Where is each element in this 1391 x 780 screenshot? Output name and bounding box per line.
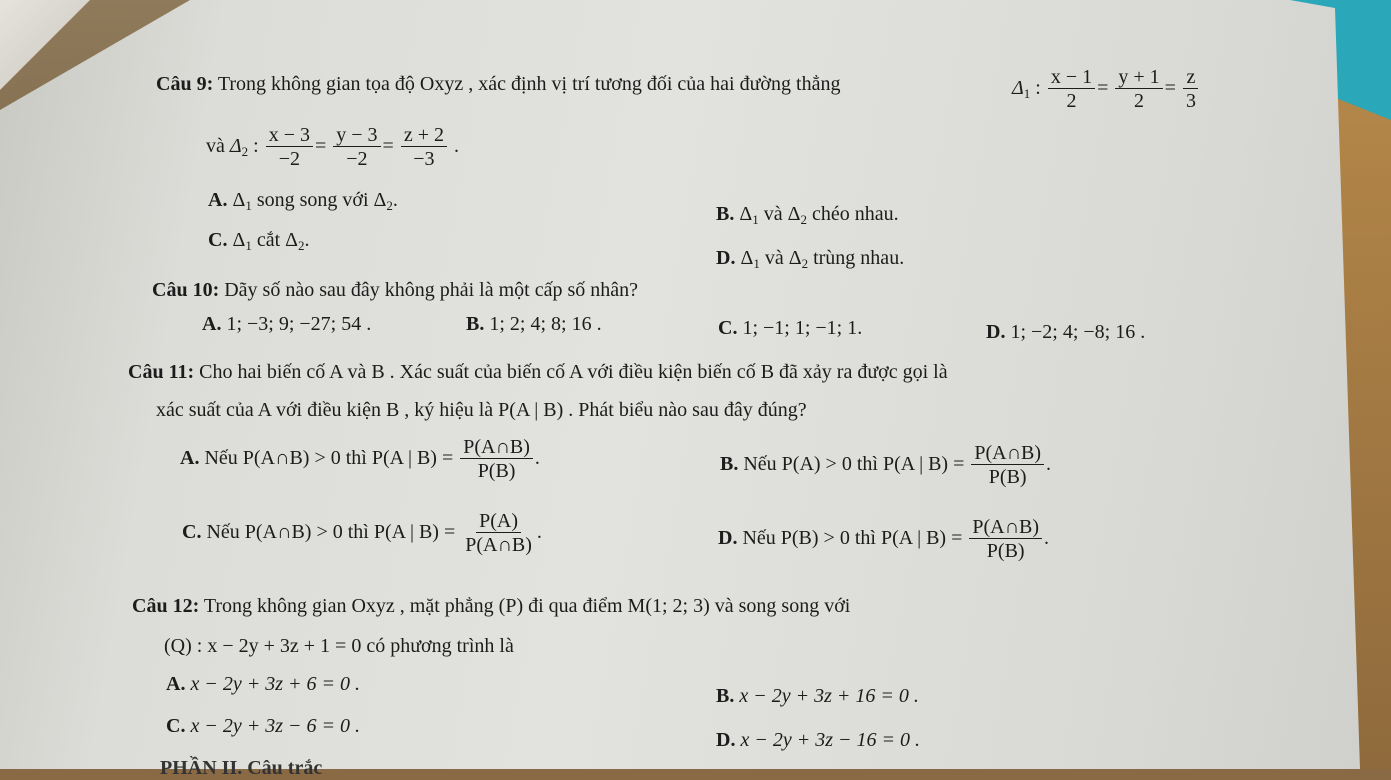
q9-d2-frac3: $\frac{z + 2}{-3}$ (401, 124, 447, 171)
q9-d1-sub: 1 (1023, 86, 1031, 102)
q11-option-b: B. Nếu P(A) > 0 thì P(A | B) = $\frac{P(A\cap B)}{P(B)}$ . (720, 442, 1052, 488)
q9-d2-sub: 2 (241, 144, 249, 160)
q10-stem-line (152, 278, 638, 302)
q9-d2-frac1: $\frac{x - 3}{-2}$ (266, 124, 313, 171)
q12-label: Câu 12: (132, 595, 200, 617)
q10-option-c: C. 1; −1; 1; −1; 1. (718, 317, 863, 339)
q9-label: Câu 9: (156, 73, 214, 95)
q10-option-b: B. 1; 2; 4; 8; 16 . (466, 313, 602, 335)
q11-option-c: C. Nếu P(A∩B) > 0 thì P(A | B) = $\frac{P(A)}{P(A\cap B)}$ . (182, 510, 542, 556)
q10-option-a: A. 1; −3; 9; −27; 54 . (202, 313, 372, 335)
q9-d2-frac2: $\frac{y - 3}{-2}$ (333, 124, 380, 171)
q10-option-d: D. 1; −2; 4; −8; 16 . (986, 321, 1146, 343)
q10-label: Câu 10: (152, 279, 220, 301)
q12-option-a: A. x − 2y + 3z + 6 = 0 . (166, 673, 360, 695)
q9-option-c: C. $\Delta_1$ cắt $\Delta_2$. (208, 229, 310, 253)
q11-line1 (128, 360, 948, 384)
q9-option-a: A. $\Delta_1$ song song với $\Delta_2$. (208, 189, 398, 213)
q12-line1: Câu 12: Trong không gian Oxyz , mặt phẳng (P) đi qua điểm M(1; 2; 3) và song song với (132, 595, 851, 617)
q9-option-b: B. $\Delta_1$ và $\Delta_2$ chéo nhau. (716, 203, 899, 227)
q11-label: Câu 11: (128, 361, 195, 383)
q9-stem-line (156, 72, 840, 96)
q9-option-d: D. $\Delta_1$ và $\Delta_2$ trùng nhau. (716, 247, 905, 271)
q9-d1-name: Δ (1012, 77, 1024, 100)
q11-text1: Cho hai biến cố A và B . Xác suất của biến cố A với điều kiện biến cố B đã xảy ra được gọi là (199, 361, 948, 383)
footer-partial: PHẦN II. Câu trắc (160, 757, 323, 779)
q10-stem: Dãy số nào sau đây không phải là một cấp số nhân? (224, 279, 639, 301)
q9-and: và (206, 135, 225, 158)
q9-d2-name: Δ (229, 135, 242, 158)
q12-option-c: C. x − 2y + 3z − 6 = 0 . (166, 715, 360, 737)
q11-option-a: A. Nếu P(A∩B) > 0 thì P(A | B) = $\frac{P(A\cap B)}{P(B)}$ . (180, 436, 540, 482)
q12-option-b: B. x − 2y + 3z + 16 = 0 . (716, 685, 919, 707)
q12-option-d: D. x − 2y + 3z − 16 = 0 . (716, 729, 920, 751)
q9-line2-equation: và $\Delta_2$ : $\frac{x - 3}{-2}$ = $\frac{y - 3}{-2}$ = $\frac{z + 2}{-3}$ . (206, 124, 459, 170)
q9-d1-frac3: $\frac{z}{3}$ (1183, 66, 1199, 113)
q9-d1-frac1: $\frac{x - 1}{2}$ (1048, 66, 1095, 113)
q11-line2: xác suất của A với điều kiện B , ký hiệu là P(A | B) . Phát biểu nào sau đây đúng? (156, 399, 807, 421)
q9-d1-frac2: $\frac{y + 1}{2}$ (1115, 66, 1162, 113)
q11-option-d: D. Nếu P(B) > 0 thì P(A | B) = $\frac{P(A\cap B)}{P(B)}$ . (718, 516, 1050, 562)
q9-line1-equation: $\Delta_1$ : $\frac{x - 1}{2}$ = $\frac{y + 1}{2}$ = $\frac{z}{3}$ (1012, 66, 1201, 113)
q9-stem: Trong không gian tọa độ Oxyz , xác định vị trí tương đối của hai đường thẳng (217, 73, 841, 95)
q12-line2: (Q) : x − 2y + 3z + 1 = 0 có phương trình là (164, 635, 514, 657)
